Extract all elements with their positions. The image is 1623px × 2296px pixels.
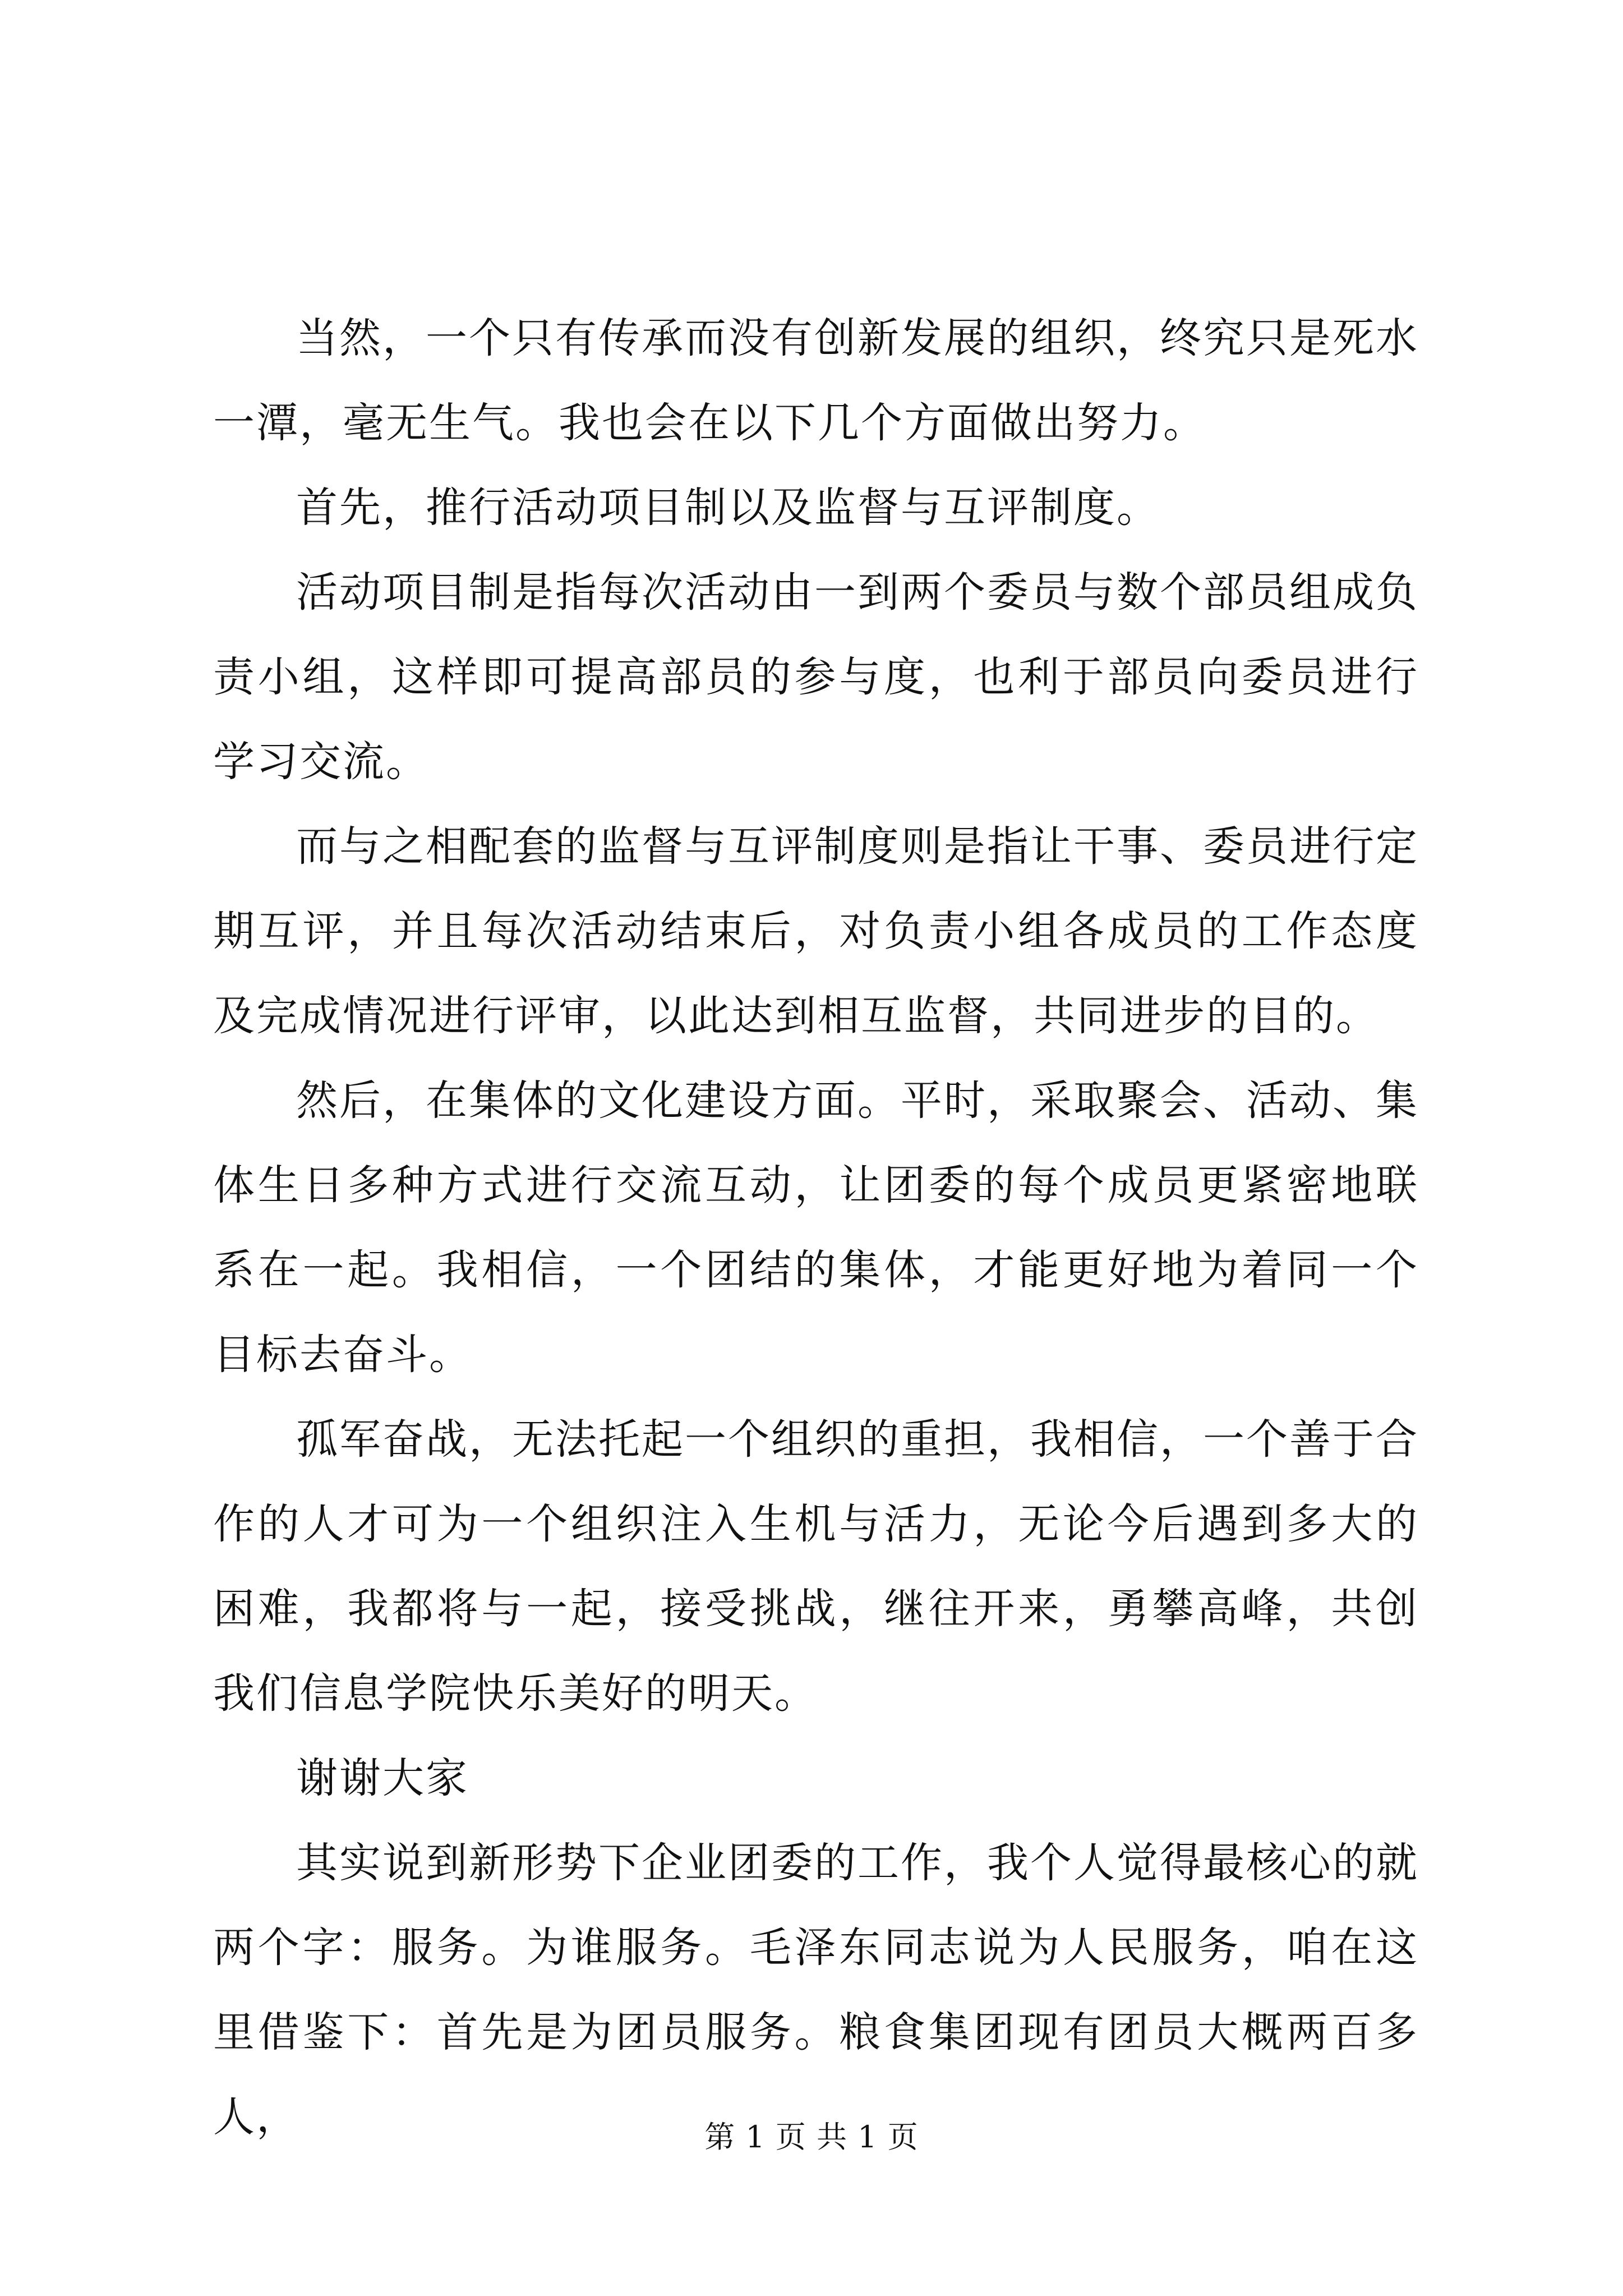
paragraph: 当然，一个只有传承而没有创新发展的组织，终究只是死水一潭，毫无生气。我也会在以下几个方面做出努力。 — [213, 314, 1419, 447]
document-body — [213, 296, 1419, 2160]
paragraph: 其实说到新形势下企业团委的工作，我个人觉得最核心的就两个字：服务。为谁服务。毛泽东同志说为人民服务，咱在这里借鉴下：首先是为团员服务。粮食集团现有团员大概两百多人， — [213, 1839, 1419, 2141]
paragraph: 首先，推行活动项目制以及监督与互评制度。 — [296, 484, 1160, 532]
paragraph: 孤军奋战，无法托起一个组织的重担，我相信，一个善于合作的人才可为一个组织注入生机与活力，无论今后遇到多大的困难，我都将与一起，接受挑战，继往开来，勇攀高峰，共创我们信息学院快乐美好的明天。 — [213, 1415, 1419, 1718]
paragraph: 活动项目制是指每次活动由一到两个委员与数个部员组成负责小组，这样即可提高部员的参与度，也利于部员向委员进行学习交流。 — [213, 568, 1419, 786]
paragraph: 谢谢大家 — [296, 1754, 469, 1802]
paragraph: 而与之相配套的监督与互评制度则是指让干事、委员进行定期互评，并且每次活动结束后，对负责小组各成员的工作态度及完成情况进行评审，以此达到相互监督，共同进步的目的。 — [213, 822, 1419, 1040]
paragraph: 然后，在集体的文化建设方面。平时，采取聚会、活动、集体生日多种方式进行交流互动，让团委的每个成员更紧密地联系在一起。我相信，一个团结的集体，才能更好地为着同一个目标去奋斗。 — [213, 1076, 1419, 1379]
page-footer: 第 1 页 共 1 页 — [704, 2119, 919, 2155]
